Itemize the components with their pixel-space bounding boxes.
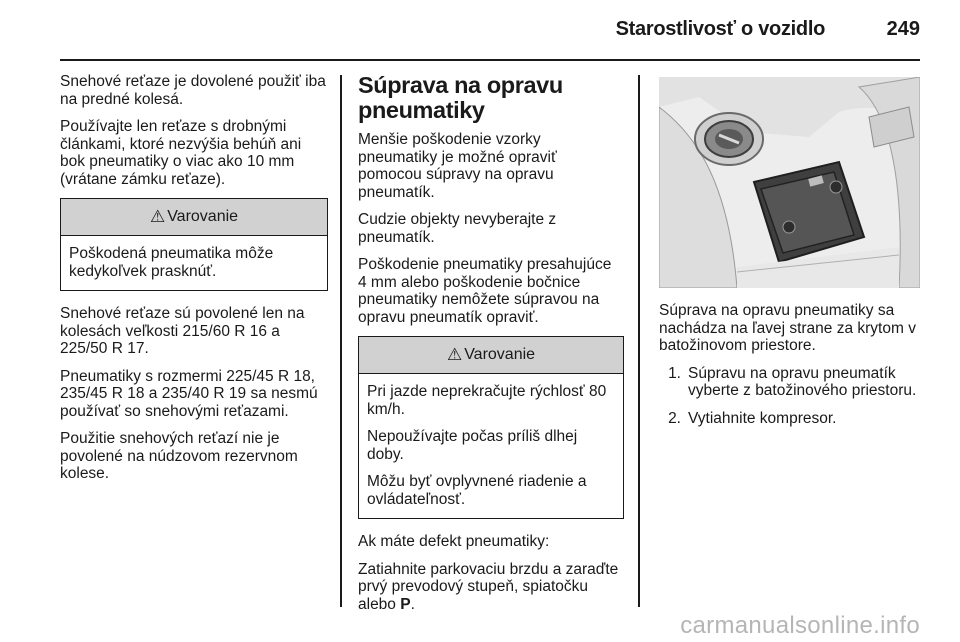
warning-triangle-icon: ⚠ [149, 207, 166, 227]
gear-letter: P [400, 595, 411, 613]
section-heading: Súprava na opravu pneumatiky [358, 72, 563, 123]
paragraph: Snehové reťaze sú povolené len na kolesách veľkosti 215/60 R 16 a 225/50 R 17. [60, 305, 305, 357]
paragraph: Pneumatiky s rozmermi 225/45 R 18, 235/45 R 18 a 235/40 R 19 sa nesmú používať so snehovými reťazami. [60, 367, 318, 420]
warning-header [61, 199, 327, 236]
step-text: Vytiahnite kompresor. [688, 409, 837, 427]
warning-text: Pri jazde neprekračujte rýchlosť 80 km/h. [367, 383, 607, 418]
watermark: carmanualsonline.info [680, 612, 920, 639]
column-right [659, 302, 924, 437]
paragraph: Ak máte defekt pneumatiky: [358, 533, 550, 550]
page-header [60, 0, 920, 60]
paragraph-text: . [410, 595, 415, 613]
tire-repair-kit-illustration [659, 77, 920, 288]
paragraph: Poškodenie pneumatiky presahujúce 4 mm alebo poškodenie bočnice pneumatiky nemôžete súpravou na opravu pneumatík opraviť. [358, 256, 612, 326]
step-number: 1. [668, 364, 681, 382]
step-text: Súpravu na opravu pneumatík vyberte z batožinového priestoru. [688, 364, 917, 399]
warning-title: Varovanie [464, 346, 536, 364]
warning-triangle-icon: ⚠ [446, 345, 463, 365]
warning-title: Varovanie [167, 208, 239, 226]
paragraph: Cudzie objekty nevyberajte z pneumatík. [358, 211, 557, 246]
paragraph-text: Zatiahnite parkovaciu brzdu a zaraďte prvý prevodový stupeň, spiatočku alebo [358, 560, 619, 613]
section-title: Starostlivosť o vozidlo [615, 18, 825, 40]
warning-box [60, 198, 328, 291]
paragraph: Menšie poškodenie vzorky pneumatiky je možné opraviť pomocou súpravy na opravu pneumatík. [358, 131, 557, 201]
paragraph: Použitie snehových reťazí nie je povolené na núdzovom rezervnom kolese. [60, 430, 298, 482]
step-number: 2. [668, 409, 681, 427]
page-number: 249 [886, 18, 920, 40]
warning-body [61, 236, 327, 280]
list-item [659, 365, 924, 400]
warning-box [358, 336, 624, 519]
column-left [60, 73, 328, 493]
header-rule [60, 59, 920, 61]
column-divider [340, 75, 342, 607]
list-item [659, 410, 924, 428]
paragraph: Snehové reťaze je dovolené použiť iba na predné kolesá. [60, 73, 326, 108]
paragraph: Používajte len reťaze s drobnými článkami, ktoré nezvýšia behúň ani bok pneumatiky o viac ako 10 mm (vrátane zámku reťaze). [60, 118, 302, 188]
warning-text: Nepoužívajte počas príliš dlhej doby. [367, 428, 578, 463]
warning-text: Poškodená pneumatika môže kedykoľvek prasknúť. [69, 245, 274, 280]
column-divider [638, 75, 640, 607]
warning-header [359, 337, 623, 374]
steps-list [659, 365, 924, 428]
warning-text: Môžu byť ovplyvnené riadenie a ovládateľnosť. [367, 473, 587, 508]
paragraph [358, 561, 624, 614]
column-middle [358, 73, 624, 623]
trunk-compartment-photo [659, 77, 920, 288]
paragraph: Súprava na opravu pneumatiky sa nachádza na ľavej strane za krytom v batožinovom priestore. [659, 302, 916, 354]
warning-body [359, 374, 623, 508]
